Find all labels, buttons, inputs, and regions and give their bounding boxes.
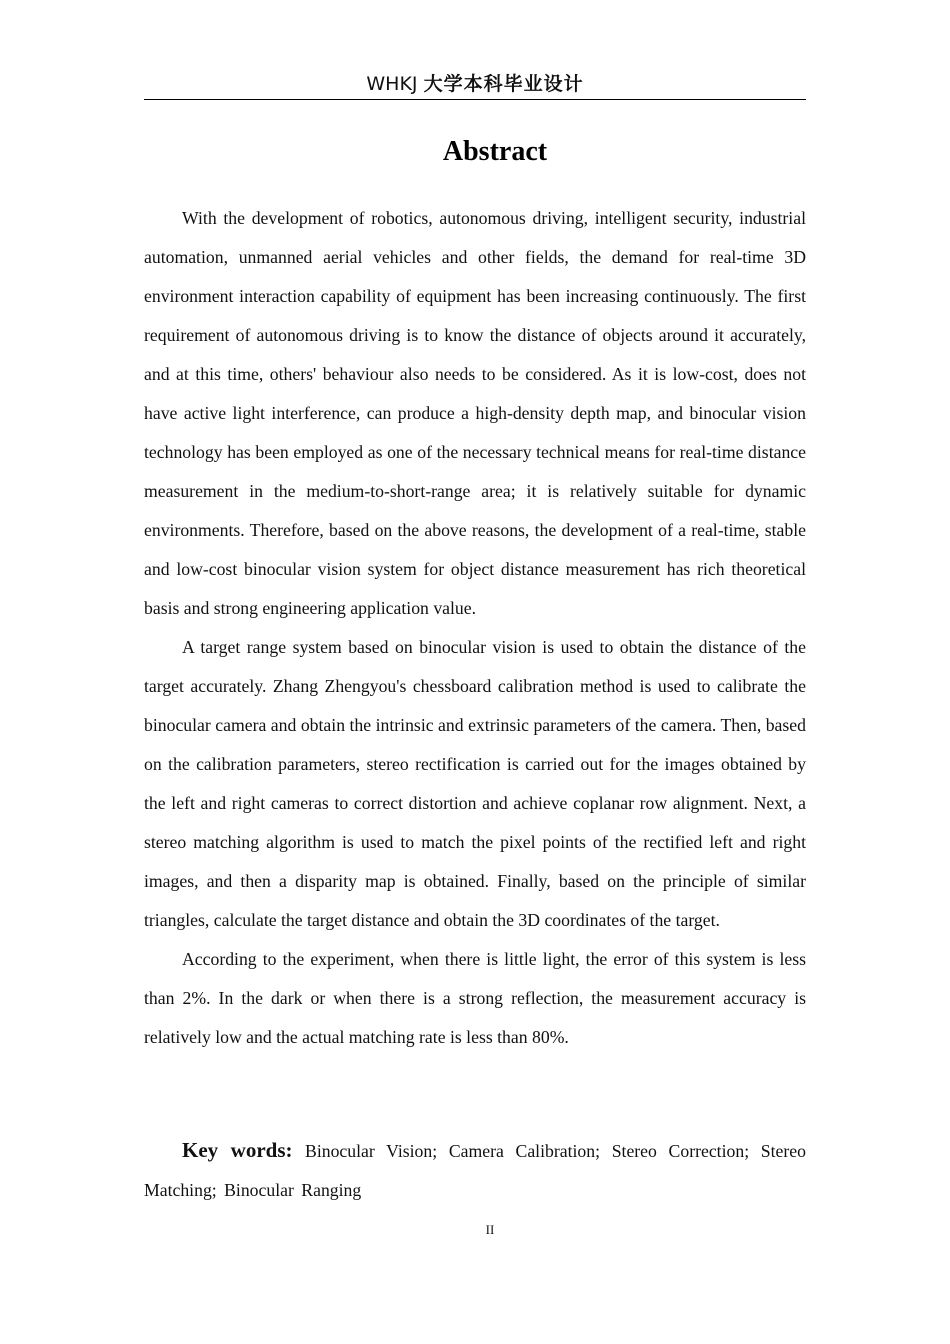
paragraph-3: According to the experiment, when there is little light, the error of this system is less than 2%. In the dark or when there is a strong reflection, the measurement accuracy is relatively low and the actual matching rate is less than 80%. — [144, 949, 806, 1047]
keywords-text: Binocular Vision; Camera Calibration; Stereo Correction; Stereo Matching; Binocular Ranging — [144, 1141, 806, 1200]
abstract-body — [144, 199, 806, 1057]
header-title: 大学本科毕业设计 — [423, 73, 584, 95]
keywords-label: Key words: — [182, 1138, 306, 1162]
abstract-title: Abstract — [442, 136, 548, 167]
keywords-section — [144, 1131, 806, 1210]
paragraph-1: With the development of robotics, autonomous driving, intelligent security, industrial automation, unmanned aerial vehicles and other fields, the demand for real-time 3D environment interaction capability of equipment has been increasing continuously. The first requirement of autonomous driving is to know the distance of objects around it accurately, and at this time, others' behaviour also needs to be considered. As it is low-cost, does not have active light interference, can produce a high-density depth map, and binocular vision technology has been employed as one of the necessary technical means for real-time distance measurement in the medium-to-short-range area; it is relatively suitable for dynamic environments. Therefore, based on the above reasons, the development of a real-time, stable and low-cost binocular vision system for object distance measurement has rich theoretical basis and strong engineering application value. — [144, 208, 806, 618]
page-number: II — [485, 1222, 495, 1237]
paragraph-2: A target range system based on binocular vision is used to obtain the distance of the target accurately. Zhang Zhengyou's chessboard calibration method is used to calibrate the binocular camera and obtain the intrinsic and extrinsic parameters of the camera. Then, based on the calibration parameters, stereo rectification is carried out for the images obtained by the left and right cameras to correct distortion and achieve coplanar row alignment. Next, a stereo matching algorithm is used to match the pixel points of the rectified left and right images, and then a disparity map is obtained. Finally, based on the principle of similar triangles, calculate the target distance and obtain the 3D coordinates of the target. — [144, 637, 806, 930]
page-header — [144, 70, 806, 100]
header-code: WHKJ — [366, 73, 424, 95]
